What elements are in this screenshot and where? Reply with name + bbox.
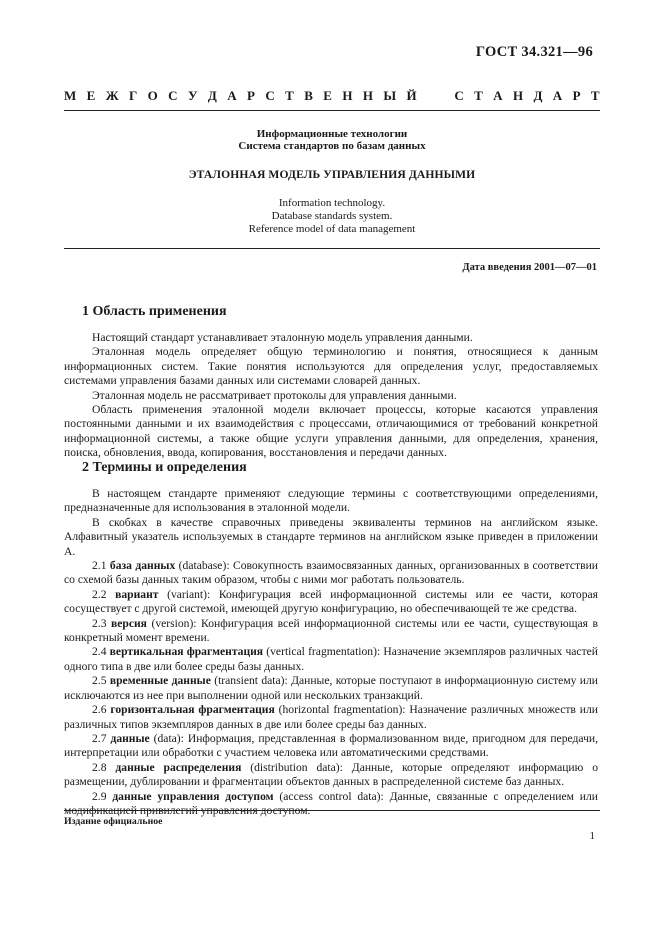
term-number: 2.5 (92, 674, 110, 688)
term-definition (64, 645, 598, 674)
header-rule (64, 110, 600, 111)
term-text: (vertical fragmentation): Назначение экземпляров различных частей одного типа в две или более среды базы данных. (64, 645, 598, 673)
banner-letter: Р (572, 88, 581, 103)
banner-letter: Е (86, 88, 96, 103)
official-edition-label: Издание официальное (64, 816, 163, 827)
main-title: ЭТАЛОННАЯ МОДЕЛЬ УПРАВЛЕНИЯ ДАННЫМИ (188, 168, 476, 181)
paragraph: Эталонная модель определяет общую терминологию и понятия, относящиеся к данным информационных систем. Такие понятия используются для определения услуг, предоставляемых системами управления базами данных или системами словарей данных. (64, 345, 598, 388)
banner-letter: Д (533, 88, 543, 103)
term-number: 2.2 (92, 587, 116, 601)
term-name: вертикальная фрагментация (109, 645, 264, 659)
english-title-line-3: Reference model of data management (248, 222, 416, 235)
subtitle (64, 128, 600, 152)
term-name: данные управления доступом (112, 789, 274, 803)
term-definition (64, 761, 598, 790)
page-number: 1 (589, 830, 595, 842)
term-text: (horizontal fragmentation): Назначение различных множеств или различных типов экземпляров данных в две или более среды баз данных. (64, 703, 598, 731)
banner-letter: А (552, 88, 563, 103)
banner-letter: С (265, 88, 275, 103)
subtitle-line-1: Информационные технологии (256, 128, 408, 140)
banner-letter: Ы (383, 88, 397, 103)
banner-letter: С (454, 88, 464, 103)
banner-letter: Ж (105, 88, 119, 103)
banner-letter: В (304, 88, 313, 103)
term-definition (64, 703, 598, 732)
banner-letter: Р (247, 88, 255, 103)
banner-letter: Г (128, 88, 138, 103)
banner-letter: Т (285, 88, 294, 103)
term-name: данные распределения (115, 760, 242, 774)
term-number: 2.9 (92, 789, 113, 803)
date-of-introduction: Дата введения 2001—07—01 (462, 262, 597, 273)
term-number: 2.3 (92, 616, 111, 630)
term-name: база данных (109, 559, 176, 573)
section-1-heading: 1 Область применения (82, 304, 227, 319)
banner-letter: С (168, 88, 178, 103)
banner-letter: А (227, 88, 237, 103)
term-number: 2.1 (92, 559, 110, 573)
term-name: данные (110, 731, 150, 745)
section-2-body (64, 487, 598, 818)
paragraph: Настоящий стандарт устанавливает эталонную модель управления данными. (92, 331, 473, 344)
term-text: (database): Совокупность взаимосвязанных данных, организованных в соответствии со схемой базы данных таким образом, чтобы с ними мог работать пользователь. (64, 559, 598, 587)
term-number: 2.8 (92, 760, 116, 774)
term-text: (distribution data): Данные, которые определяют информацию о размещении, дублировании и фрагментации объектов данных в распределенной системе баз данных. (64, 760, 598, 789)
paragraph: Эталонная модель не рассматривает протоколы для управления данными. (92, 388, 457, 402)
banner-letter: Д (207, 88, 217, 103)
terms-list (64, 559, 598, 818)
paragraph: В скобках в качестве справочных приведены эквиваленты терминов на английском языке. Алфавитный указатель используемых в стандарте терминов на английском языке приведен в приложении А. (64, 515, 598, 558)
banner-letter: О (147, 88, 158, 103)
banner-letter: Н (512, 88, 524, 103)
term-name: горизонтальная фрагментация (110, 703, 275, 717)
term-definition (64, 588, 598, 617)
term-definition (64, 559, 598, 588)
banner-letter: Т (474, 88, 483, 103)
term-definition (64, 732, 598, 761)
banner-letter: Н (342, 88, 353, 103)
english-title (64, 197, 600, 235)
term-definition (64, 617, 598, 646)
english-title-line-2: Database standards system. (271, 209, 393, 222)
term-definition (64, 790, 598, 819)
term-name: вариант (115, 587, 159, 601)
term-number: 2.7 (92, 731, 111, 745)
gost-number: ГОСТ 34.321—96 (475, 44, 593, 60)
term-text: (version): Конфигурация всей информационной системы или ее части, существующая в конкретный момент времени. (64, 616, 598, 645)
banner-letter: Т (590, 88, 600, 103)
term-text: (data): Информация, представленная в формализованном виде, пригодном для передачи, интерпретации или обработки с участием человека или автоматическими средствами. (64, 731, 599, 760)
term-text: (access control data): Данные, связанные с определением или модификацией привилегий управления доступом. (64, 789, 598, 817)
banner-letter (427, 88, 430, 104)
footer-rule (64, 810, 600, 811)
term-definition (64, 674, 598, 703)
banner-letter: Й (406, 88, 417, 103)
banner-letter (441, 88, 444, 104)
subtitle-line-2: Система стандартов по базам данных (238, 140, 426, 152)
banner-letter: Е (323, 88, 332, 103)
term-name: версия (111, 616, 147, 630)
term-name: временные данные (109, 674, 211, 688)
term-text: (variant): Конфигурация всей информационной системы или ее части, которая сосуществует с другой системой, имеющей другую конфигурацию, но обеспечивающей те же средства. (64, 587, 598, 616)
term-number: 2.6 (92, 703, 111, 717)
section-1-body (64, 331, 598, 461)
paragraph: Область применения эталонной модели включает процессы, которые касаются управления постоянными данными и их взаимодействия с процессами, отличающимися от требований конкретной информационной системы, а также общие услуги управления данными, для определения, хранения, поиска, обновления, ввода, копирования, восстановления и передачи данных. (64, 403, 598, 460)
banner-letter: У (187, 88, 198, 103)
banner-letter: М (64, 88, 77, 103)
title-rule (64, 248, 600, 249)
banner-letter: Н (362, 88, 373, 103)
paragraph: В настоящем стандарте применяют следующие термины с соответствующими определениями, предназначенные для использования в эталонной модели. (64, 487, 598, 515)
term-text: (transient data): Данные, которые поступают в информационную систему или исключаются из нее при выполнении одной или нескольких транзакций. (64, 674, 599, 702)
term-number: 2.4 (92, 645, 110, 659)
english-title-line-1: Information technology. (278, 197, 386, 209)
section-2-heading: 2 Термины и определения (82, 460, 247, 475)
interstate-standard-banner (64, 88, 600, 104)
banner-letter: А (493, 88, 503, 103)
